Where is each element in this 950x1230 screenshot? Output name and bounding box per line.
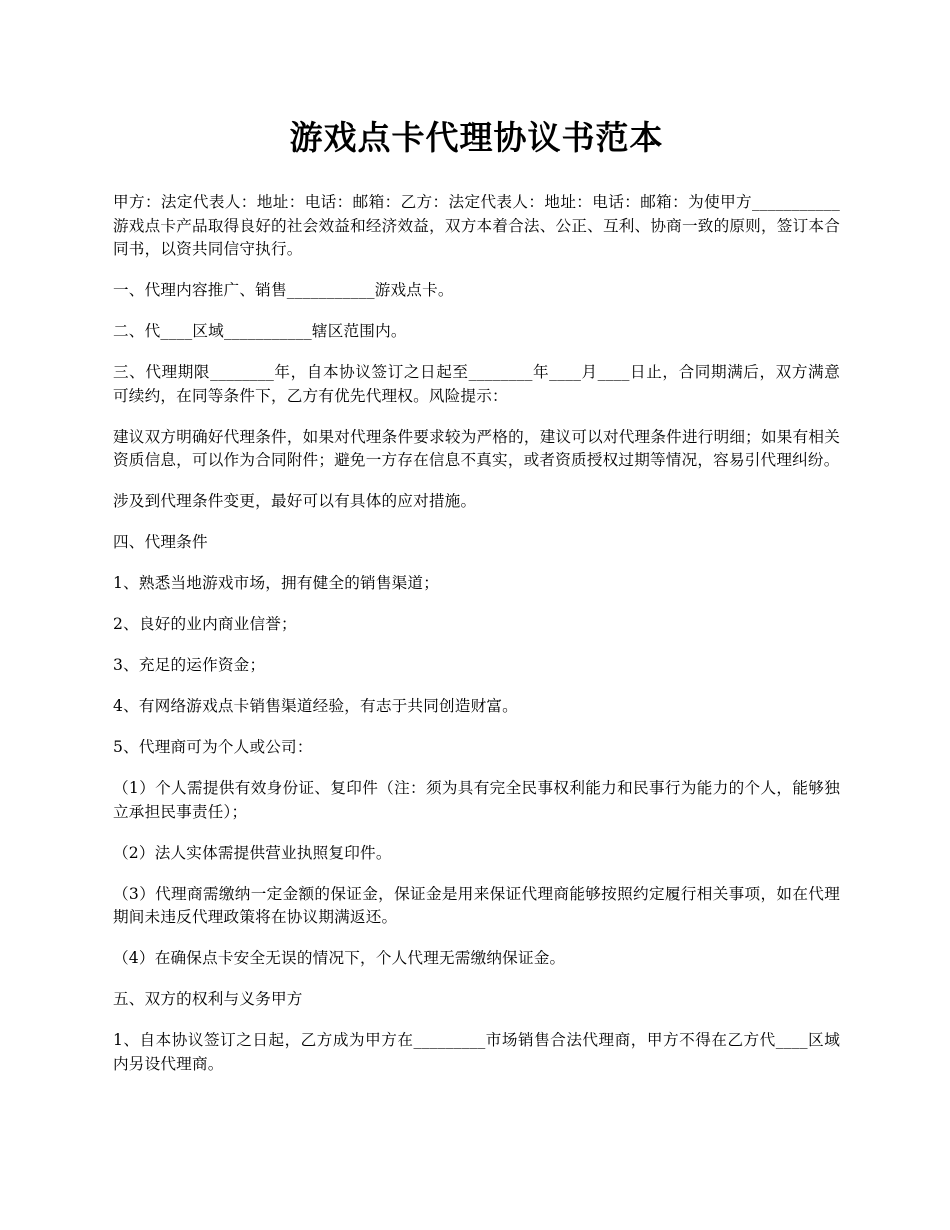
list-item: 3、充足的运作资金； — [113, 656, 266, 674]
list-item: 1、熟悉当地游戏市场，拥有健全的销售渠道； — [113, 574, 439, 592]
document-body — [113, 191, 840, 1076]
sub-list-item: （4）在确保点卡安全无误的情况下，个人代理无需缴纳保证金。 — [113, 949, 566, 967]
document-title: 游戏点卡代理协议书范本 — [289, 118, 664, 157]
sub-list-item: （2）法人实体需提供营业执照复印件。 — [113, 843, 392, 862]
paragraph-section-5: 五、双方的权利与义务甲方 — [113, 990, 303, 1008]
paragraph-parties: 甲方：法定代表人：地址：电话：邮箱：乙方：法定代表人：地址：电话：邮箱：为使甲方___________游戏点卡产品取得良好的社会效益和经济效益，双方本着合法、公正、互利、协商一致的原则，签订本合同书，以资共同信守执行。 — [113, 193, 840, 258]
paragraph-section-3: 三、代理期限________年，自本协议签订之日起至________年____月____日止，合同期满后，双方满意可续约，在同等条件下，乙方有优先代理权。风险提示： — [113, 363, 840, 405]
list-item: 1、自本协议签订之日起，乙方成为甲方在_________市场销售合法代理商，甲方不得在乙方代____区域内另设代理商。 — [113, 1031, 840, 1073]
paragraph-section-2: 二、代____区域___________辖区范围内。 — [113, 322, 407, 340]
paragraph-section-4: 四、代理条件 — [113, 533, 208, 551]
list-item: 5、代理商可为个人或公司： — [113, 738, 313, 756]
paragraph-change-note: 涉及到代理条件变更，最好可以有具体的应对措施。 — [113, 492, 477, 510]
list-item: 2、良好的业内商业信誉； — [113, 615, 297, 633]
sub-list-item: （1）个人需提供有效身份证、复印件（注：须为具有完全民事权利能力和民事行为能力的个人，能够独立承担民事责任）； — [113, 779, 840, 821]
sub-list-item: （3）代理商需缴纳一定金额的保证金，保证金是用来保证代理商能够按照约定履行相关事项，如在代理期间未违反代理政策将在协议期满返还。 — [113, 884, 840, 926]
list-item: 4、有网络游戏点卡销售渠道经验，有志于共同创造财富。 — [113, 697, 518, 715]
paragraph-risk-note: 建议双方明确好代理条件，如果对代理条件要求较为严格的，建议可以对代理条件进行明细；如果有相关资质信息，可以作为合同附件；避免一方存在信息不真实，或者资质授权过期等情况，容易引代理纠纷。 — [113, 427, 840, 469]
paragraph-section-1: 一、代理内容推广、销售___________游戏点卡。 — [113, 281, 454, 299]
